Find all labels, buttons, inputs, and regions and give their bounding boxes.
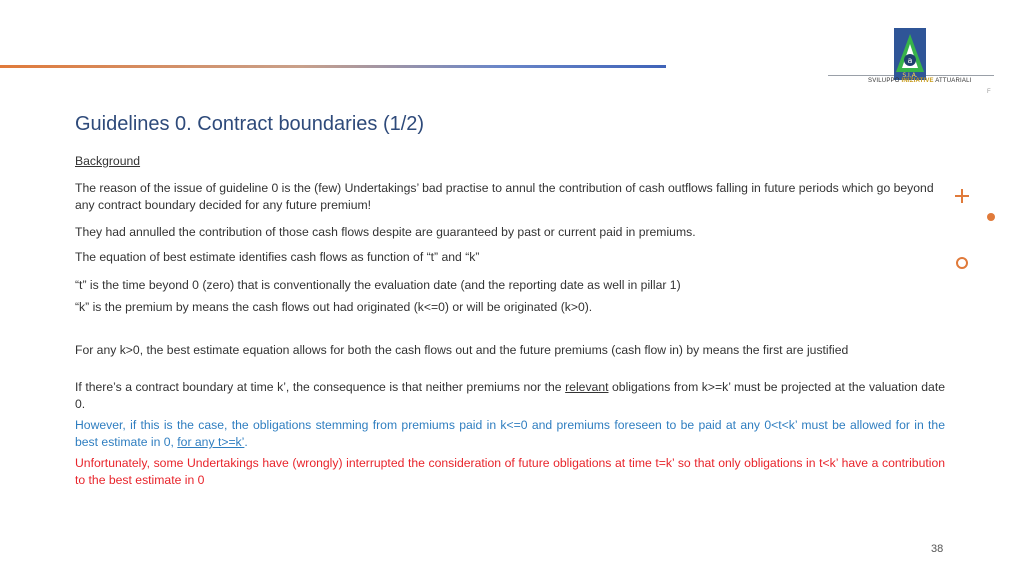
paragraph-annulled: They had annulled the contribution of those cash flows despite are guaranteed by past or current paid in premiums.: [75, 225, 696, 239]
brand-word-3: ATTUARIALI: [935, 78, 972, 84]
p7-text-b: obligations from k>=k’ must be projected at the valuation date 0.: [75, 380, 945, 411]
section-heading: Background: [75, 154, 141, 168]
paragraph-k-positive: For any k>0, the best estimate equation allows for both the cash flows out and the future premiums (cash flow in) by means the first are justified: [75, 343, 849, 357]
plus-decoration-icon: [955, 189, 969, 203]
corner-mark: F: [987, 89, 991, 95]
paragraph-unfortunately: Unfortunately, some Undertakings have (wrongly) interrupted the consideration of future obligations at time t=k’ so that only obligations in t<k’ have a contribution to the best estimate in 0: [75, 456, 945, 487]
paragraph-contract-boundary: [75, 379, 945, 413]
header-rule: [0, 65, 666, 68]
paragraph-however: [75, 417, 945, 451]
sia-logo: [828, 26, 994, 98]
p8-text-a: However, if this is the case, the obligations stemming from premiums paid in k<=0 and premiums foreseen to be paid at any 0<t<k’ must be allowed for in the best estimate in 0,: [75, 418, 945, 449]
p8-underlined: for any t>=k’: [177, 435, 245, 449]
p7-text-a: If there’s a contract boundary at time k’, the consequence is that neither premiums nor the: [75, 380, 566, 394]
brand-word-2: INIZIATIVE: [901, 78, 934, 84]
logo-brand-text: [868, 78, 972, 84]
paragraph-equation: The equation of best estimate identifies cash flows as function of “t” and “k”: [75, 250, 480, 264]
dot-decoration-icon: [987, 213, 995, 221]
logo-mark-letter: a: [907, 56, 913, 65]
slide-title: Guidelines 0. Contract boundaries (1/2): [75, 113, 425, 136]
paragraph-k-definition: “k” is the premium by means the cash flows out had originated (k<=0) or will be originated (k>0).: [75, 300, 593, 314]
p7-underlined: relevant: [565, 380, 609, 394]
sia-logo-mark-icon: [894, 28, 926, 80]
p8-text-b: .: [244, 435, 248, 449]
brand-word-1: SVILUPPO: [868, 78, 900, 84]
paragraph-t-definition: “t” is the time beyond 0 (zero) that is conventionally the evaluation date (and the reporting date as well in pillar 1): [75, 278, 681, 292]
logo-mark-text: S.I.A.: [902, 72, 918, 79]
ring-decoration-icon: [956, 257, 968, 269]
paragraph-reason: The reason of the issue of guideline 0 is the (few) Undertakings’ bad practise to annul the contribution of cash outflows falling in future periods which go beyond any contract boundary decided for any future premium!: [75, 181, 934, 212]
page-number: 38: [931, 543, 944, 555]
